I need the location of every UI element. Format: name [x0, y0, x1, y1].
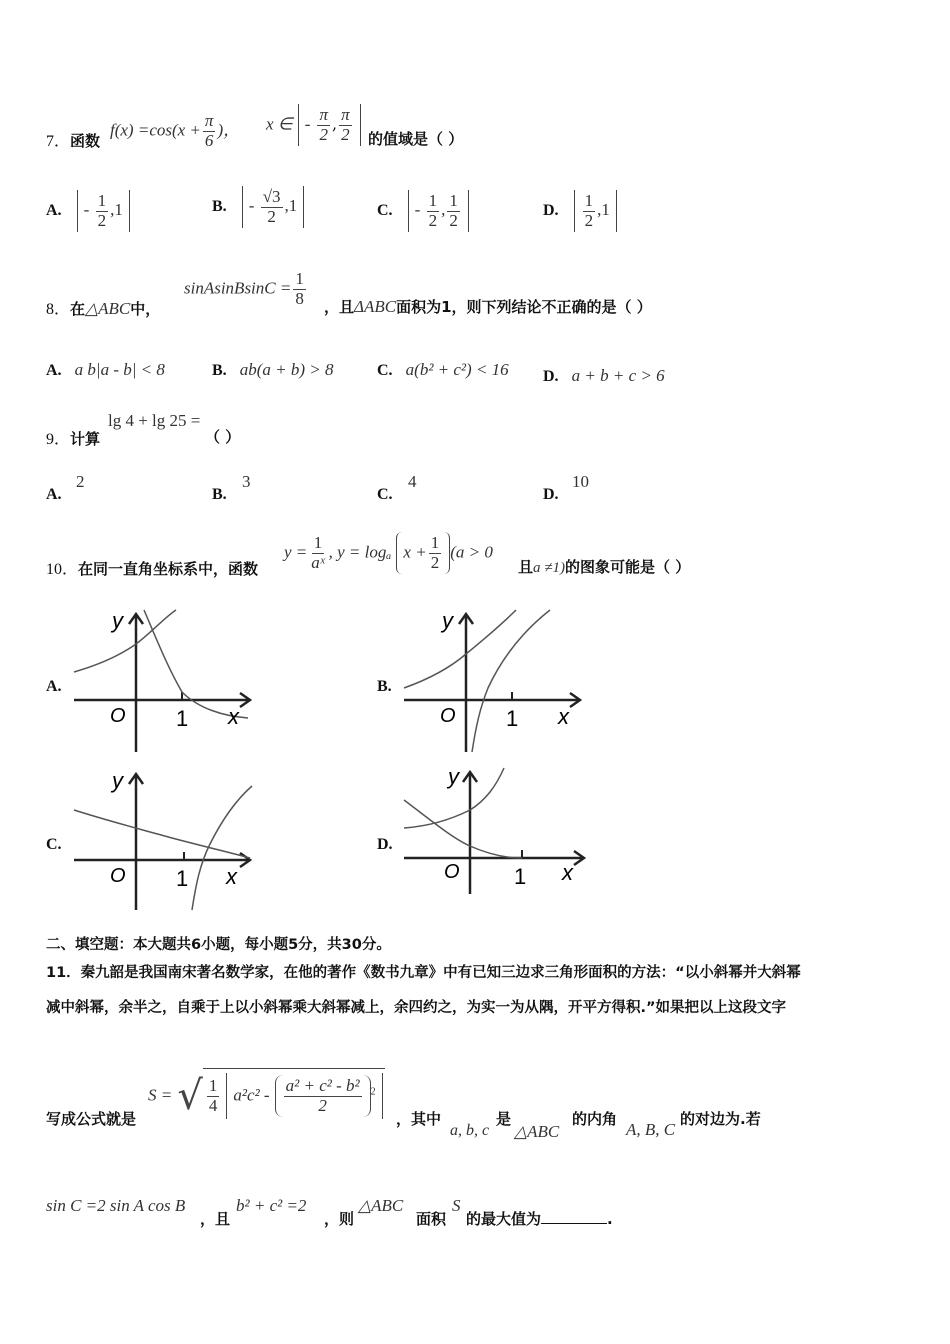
q10-stem: 10．在同一直角坐标系中，函数	[46, 560, 259, 578]
one-label: 1	[176, 706, 189, 731]
section-heading: 二、填空题：本大题共6小题，每小题5分，共30分。	[46, 937, 391, 953]
q11-abc: a, b, c	[450, 1122, 490, 1139]
q9-stem: 9．计算	[46, 430, 101, 448]
q9-option-d[interactable]: D.	[543, 486, 559, 503]
q10-graph-b[interactable]	[402, 608, 584, 754]
one-label: 1	[506, 706, 519, 731]
q9-option-b[interactable]: B.	[212, 486, 227, 503]
q10-option-b[interactable]: B.	[377, 678, 392, 695]
x-label: x	[228, 704, 239, 729]
y-label: y	[448, 766, 459, 789]
x-label: x	[562, 860, 573, 885]
q9-option-a[interactable]: A.	[46, 486, 62, 503]
q11-line1: 11．秦九韶是我国南宋著名数学家，在他的著作《数书九章》中有已知三边求三角形面积的方法：“以小斜幂并大斜幂	[46, 965, 801, 981]
q9-suffix: （ ）	[205, 428, 241, 446]
q7-option-a[interactable]: A. - $\frac{1}{2}$ ,1	[46, 190, 130, 232]
curve-exp	[74, 610, 176, 672]
q9-option-c[interactable]: C.	[377, 486, 393, 503]
one-label: 1	[176, 866, 189, 891]
q11-qie: ，且	[200, 1210, 231, 1228]
q11-line2: 减中斜幂，余半之，自乘于上以小斜幂乘大斜幂减上，余四约之，为实一为从隅，开平方得积.”如果把以上这段文字	[46, 1000, 787, 1016]
q11-S: S	[452, 1196, 461, 1215]
q10-condition: 且a ≠1)的图象可能是（ ）	[518, 558, 691, 576]
q11-ze: ，则	[324, 1210, 355, 1228]
q7-function: f(x) =cos(x + $\frac{\pi}{6}$ )，	[110, 111, 241, 150]
q7-domain: x ∈ - $\frac{\pi}{2}$ , $\frac{\pi}{2}$	[266, 104, 361, 146]
q8-suffix: ，且ΔABC面积为1，则下列结论不正确的是（ ）	[324, 297, 652, 316]
q11-formula-pre: 写成公式就是	[46, 1110, 137, 1128]
q7-suffix: 的值域是（ ）	[368, 130, 464, 148]
q9-option-a-value: 2	[76, 472, 85, 491]
q11-tail: 的最大值为 .	[466, 1210, 613, 1228]
curve-log	[192, 786, 252, 910]
q11-triangle: △ABC	[514, 1122, 560, 1141]
q11-condition2: b² + c² =2	[236, 1196, 307, 1215]
curve-log	[144, 610, 248, 718]
q9-option-d-value: 10	[572, 472, 589, 491]
q11-qizhong: ，其中	[396, 1110, 442, 1128]
q10-functions: y = $\frac{1}{\text{aˣ}}$ , y = logₐ x + $\frac{1}{2}$ (a > 0	[284, 532, 493, 574]
one-label: 1	[514, 864, 527, 889]
q10-graph-a[interactable]	[72, 608, 254, 754]
origin-label: O	[444, 861, 460, 883]
curve-exp	[74, 810, 250, 858]
q11-duibian: 的对边为.若	[680, 1110, 761, 1128]
q7-option-c[interactable]: C. - $\frac{1}{2}$ , $\frac{1}{2}$	[377, 190, 469, 232]
q11-neijiao: 的内角	[572, 1110, 618, 1128]
q11-angles: A, B, C	[626, 1120, 676, 1139]
q8-expression: sinAsinBsinC = $\frac{1}{8}$	[184, 269, 304, 308]
q9-option-c-value: 4	[408, 472, 417, 491]
q8-option-d[interactable]: D. a + b + c > 6	[543, 366, 665, 385]
q7-option-b[interactable]: B. - $\frac{√3}{2}$ ,1	[212, 186, 304, 228]
q7-number: 7．函数	[46, 132, 101, 150]
answer-blank[interactable]	[541, 1209, 607, 1224]
origin-label: O	[110, 705, 126, 727]
q8-option-a[interactable]: A. a b|a - b| < 8	[46, 360, 165, 379]
q10-option-d[interactable]: D.	[377, 836, 393, 853]
q8-option-b[interactable]: B. ab(a + b) > 8	[212, 360, 334, 379]
y-label: y	[442, 608, 453, 633]
curve-log	[404, 800, 522, 858]
q10-option-a[interactable]: A.	[46, 678, 62, 695]
q11-triangle2: △ABC	[358, 1196, 404, 1215]
q7-option-d[interactable]: D. $\frac{1}{2}$ ,1	[543, 190, 617, 232]
q10-option-c[interactable]: C.	[46, 836, 62, 853]
q11-shi: 是	[496, 1110, 512, 1128]
q8-stem: 8．在△ABC中，	[46, 299, 161, 318]
x-label: x	[226, 864, 237, 889]
q11-mianji: 面积	[416, 1210, 447, 1228]
q10-graph-c[interactable]	[72, 766, 254, 912]
q11-condition: sin C =2 sin A cos B	[46, 1196, 186, 1215]
sqrt-icon: √	[177, 1072, 203, 1119]
origin-label: O	[110, 865, 126, 887]
q9-option-b-value: 3	[242, 472, 251, 491]
x-label: x	[558, 704, 569, 729]
y-label: y	[112, 608, 123, 633]
q9-expression: lg 4 + lg 25 =	[108, 411, 201, 430]
q8-option-c[interactable]: C. a(b² + c²) < 16	[377, 360, 509, 379]
q10-graph-d[interactable]	[402, 766, 588, 896]
q11-formula: S = √ $\frac{1}{4}$ a²c² - $\frac{\text{a² + c² - b²}}{2}$ $^2$	[148, 1068, 385, 1123]
y-label: y	[112, 768, 123, 793]
origin-label: O	[440, 705, 456, 727]
